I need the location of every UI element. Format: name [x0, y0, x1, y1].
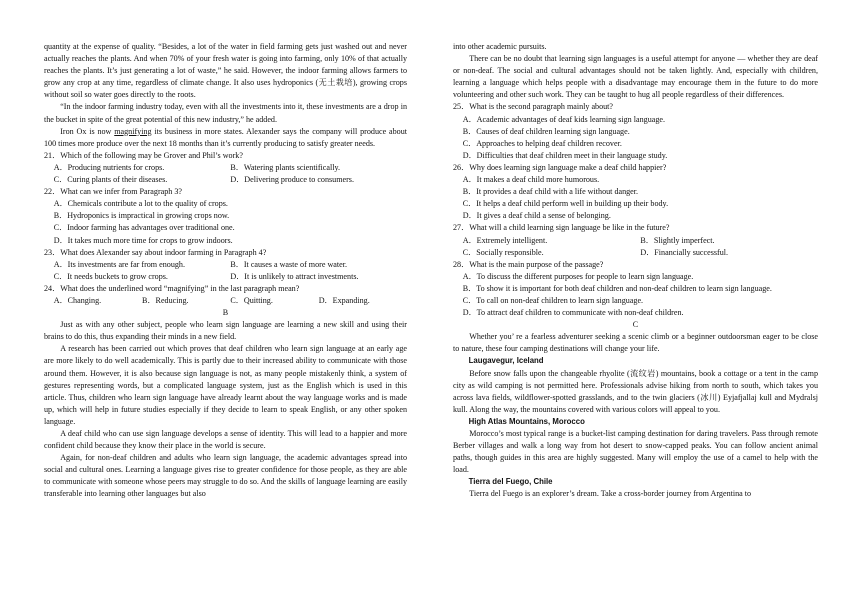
paragraph: Morocco’s most typical range is a bucket-list camping destination for daring travelers. Pass through remote Berber villages and walk a long way from hot desert to snow-capped peaks. You can follow ancient animal paths, though guides in this area are highly suggested. Many will employ the use of a camel to help with the load. — [453, 429, 818, 475]
destination-heading: Laugavegur, Iceland — [468, 356, 544, 366]
question-28: 28．What is the main purpose of the passage? — [453, 259, 604, 269]
option: A．To discuss the different purposes for people to learn sign language. — [462, 271, 694, 281]
section-heading-c: C — [632, 320, 639, 330]
options-row — [44, 174, 407, 186]
option: A．It makes a deaf child more humorous. — [462, 175, 600, 185]
option: A．Academic advantages of deaf kids learning sign language. — [462, 114, 665, 124]
option: A．Producing nutrients for crops. — [53, 162, 165, 172]
option: C．It needs buckets to grow crops. — [53, 271, 168, 281]
option: C．Indoor farming has advantages over traditional one. — [53, 223, 235, 233]
options-row — [44, 259, 407, 271]
option: D．It is unlikely to attract investments. — [230, 271, 359, 281]
options-row — [453, 247, 818, 259]
option: D．Expanding. — [318, 295, 370, 305]
paragraph: Iron Ox is now magnifying its business in more states. Alexander says the company will produce about 100 times more produce over the next 18 months than it’s currently producing to satisfy greater needs. — [44, 126, 408, 148]
paragraph: Before snow falls upon the changeable rhyolite (流纹岩) mountains, book a cottage or a tent in the camp city as wild camping is not permitted here. Professionals advise hiking from north to south, which takes you across lava fields, wildflower-spotted grasslands, and to the twin glaciers (冰川) Eyjafjallaj kull and Mydralsj kull. Along the way, the mountains covered with various colors will appeal to you. — [453, 368, 818, 414]
option: B．It causes a waste of more water. — [230, 259, 348, 269]
right-column — [453, 41, 818, 501]
paragraph: There can be no doubt that learning sign languages is a useful attempt for anyone — whether they are deaf or non-deaf. The social and cultural advantages should not be taken lightly. And, especially with children, learning a language which helps people with a disadvantage may encourage them in the future to do more volunteering and other such work. They can be taught to hug all people regardless of their differences. — [453, 54, 818, 100]
option: B．To show it is important for both deaf children and non-deaf children to learn sign language. — [462, 283, 772, 293]
paragraph: Just as with any other subject, people who learn sign language are learning a new skill and using their brains to do this, thus expanding their minds in a new field. — [44, 320, 407, 342]
paragraph: Again, for non-deaf children and adults who learn sign language, the academic advantages spread into social and cultural ones. Learning a language gives rise to greater confidence for those people, as they are able to communicate with someone whose peers may struggle to do so. And the skills of language learning are easily transferable into learning other languages but also — [44, 453, 407, 499]
option: C．To call on non-deaf children to learn sign language. — [462, 295, 644, 305]
question-23: 23．What does Alexander say about indoor farming in Paragraph 4? — [44, 247, 267, 257]
question-27: 27．What will a child learning sign language be like in the future? — [453, 223, 670, 233]
option: D．It gives a deaf child a sense of belonging. — [462, 211, 611, 221]
option: D．Difficulties that deaf children meet in their language study. — [462, 150, 668, 160]
option: C．Socially responsible. — [462, 247, 544, 257]
option: B．It provides a deaf child with a life without danger. — [462, 187, 639, 197]
option: D．Delivering produce to consumers. — [230, 175, 354, 185]
option: C．Quitting. — [230, 295, 273, 305]
option: D．It takes much more time for crops to grow indoors. — [53, 235, 233, 245]
option: B．Slightly imperfect. — [640, 235, 715, 245]
paragraph: Whether you’ re a fearless adventurer seeking a scenic climb or a beginner outdoorsman eager to be close to nature, these four camping destinations will change your life. — [453, 332, 818, 354]
options-row — [44, 271, 407, 283]
option: C．Approaches to helping deaf children recover. — [462, 138, 622, 148]
option: A．Extremely intelligent. — [462, 235, 548, 245]
option: B．Reducing. — [142, 295, 189, 305]
underlined-word: magnifying — [114, 126, 152, 136]
paragraph: A research has been carried out which proves that deaf children who learn sign language at an early age are more likely to do well academically. This is partly due to their increased ability to communicate with those around them. However, it is also because sign language is not, as many people mistakenly think, a system of gestures representing words, but a complicated language system, just as the English which is used in this article. Thus, children who learn sign language have already learnt about the way language works and is made up, which will help in future studies especially if they decide to learn to speak English, or any other spoken language. — [44, 344, 407, 426]
option: A．Its investments are far from enough. — [53, 259, 185, 269]
option: B．Watering plants scientifically. — [230, 162, 340, 172]
option: C．Curing plants of their diseases. — [53, 175, 168, 185]
options-row — [44, 295, 407, 307]
question-24: 24．What does the underlined word “magnifying” in the last paragraph mean? — [44, 283, 300, 293]
paragraph: “In the indoor farming industry today, even with all the investments into it, these investments are a drop in the bucket in spite of the great potential of this new industry,” he added. — [44, 102, 407, 124]
option: D．To attract deaf children to communicate with non-deaf children. — [462, 308, 684, 318]
question-22: 22．What can we infer from Paragraph 3? — [44, 187, 182, 197]
question-25: 25．What is the second paragraph mainly about? — [453, 102, 614, 112]
question-26: 26．Why does learning sign language make a deaf child happier? — [453, 162, 667, 172]
option: A．Changing. — [53, 295, 102, 305]
question-21: 21．Which of the following may be Grover and Phil’s work? — [44, 150, 243, 160]
options-row — [453, 235, 818, 247]
paragraph: A deaf child who can use sign language develops a sense of identity. This will lead to a happier and more confident child because they know their place in the world is secure. — [44, 429, 407, 451]
option: D．Financially successful. — [640, 247, 729, 257]
option: B．Causes of deaf children learning sign language. — [462, 126, 630, 136]
destination-heading: Tierra del Fuego, Chile — [468, 477, 553, 487]
left-column — [44, 41, 407, 501]
paragraph: quantity at the expense of quality. “Besides, a lot of the water in field farming gets just washed out and never actually reaches the plants. And when 70% of your fresh water is going into farming, only 10% of that actually reaches the plants. It’s just generating a lot of waste,” he said. However, the indoor farming allows farmers to grow any crop at any time, regardless of climate change. It also uses hydroponics (无土栽培), growing crops without soil so water goes directly to the roots. — [44, 42, 407, 100]
option: B．Hydroponics is impractical in growing crops now. — [53, 211, 230, 221]
paragraph: Tierra del Fuego is an explorer’s dream. Take a cross-border journey from Argentina to — [469, 489, 752, 499]
option: C．It helps a deaf child perform well in building up their body. — [462, 199, 669, 209]
options-row — [44, 162, 407, 174]
section-heading-b: B — [222, 308, 229, 318]
option: A．Chemicals contribute a lot to the quality of crops. — [53, 199, 228, 209]
paragraph: into other academic pursuits. — [453, 42, 547, 51]
destination-heading: High Atlas Mountains, Morocco — [468, 416, 585, 426]
